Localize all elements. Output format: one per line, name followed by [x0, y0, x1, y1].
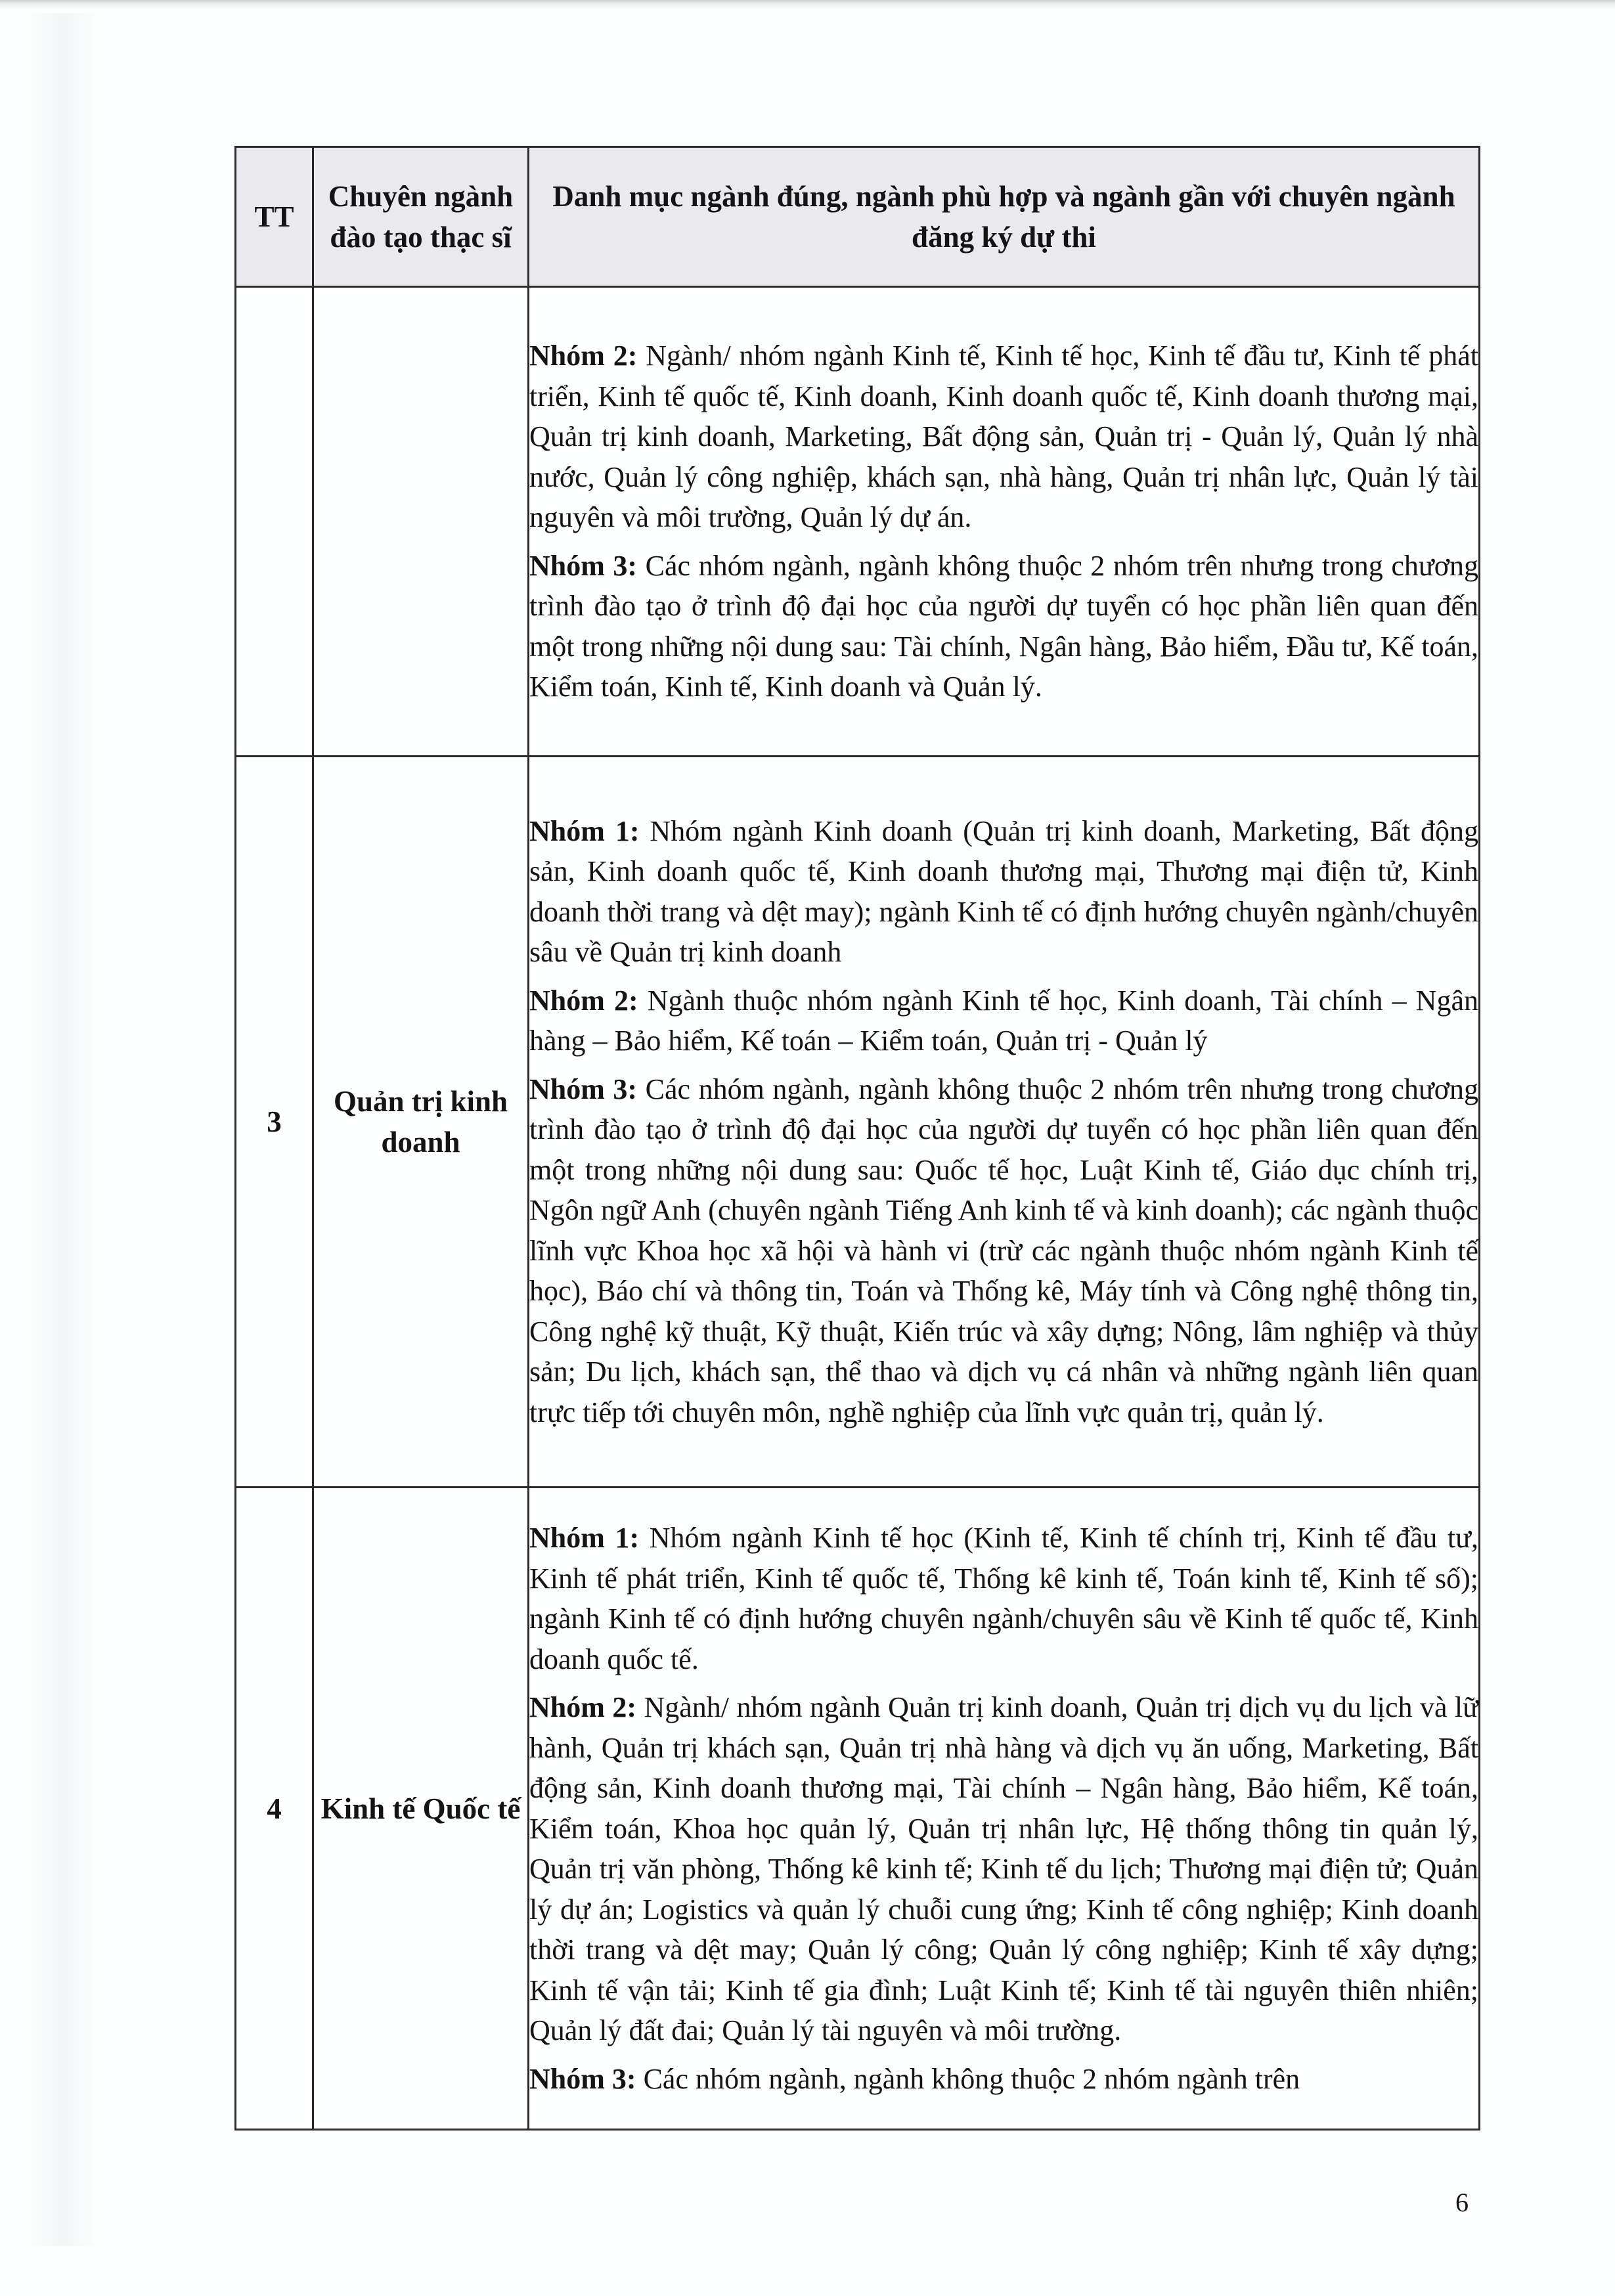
table-row [236, 757, 1480, 1488]
group-text: Ngành/ nhóm ngành Kinh tế, Kinh tế học, Kinh tế đầu tư, Kinh tế phát triển, Kinh tế quốc tế, Kinh doanh, Kinh doanh quốc tế, Kinh doanh thương mại, Quản trị kinh doanh, Marketing, Bất động sản, Quản trị - Quản lý, Quản lý nhà nước, Quản lý công nghiệp, khách sạn, nhà hàng, Quản trị nhân lực, Quản lý tài nguyên và môi trường, Quản lý dự án. [529, 340, 1478, 534]
group-item [529, 811, 1478, 973]
group-item [529, 1069, 1478, 1433]
group-item [529, 981, 1478, 1061]
page-number: 6 [1455, 2188, 1469, 2217]
group-text: Nhóm ngành Kinh doanh (Quản trị kinh doanh, Marketing, Bất động sản, Kinh doanh quốc tế, Kinh doanh thương mại, Thương mại điện tử, Kinh doanh thời trang và dệt may); ngành Kinh tế có định hướng chuyên ngành/chuyên sâu về Quản trị kinh doanh [529, 814, 1478, 969]
group-item [529, 2059, 1478, 2100]
group-item [529, 336, 1478, 538]
row-major: Quản trị kinh doanh [313, 757, 529, 1488]
row-list [529, 757, 1480, 1488]
group-label: Nhóm 2: [529, 1691, 637, 1723]
group-label: Nhóm 3: [529, 2062, 636, 2095]
group-label: Nhóm 3: [529, 549, 638, 582]
group-text: Ngành/ nhóm ngành Quản trị kinh doanh, Quản trị dịch vụ du lịch và lữ hành, Quản trị khách sạn, Quản trị nhà hàng và dịch vụ ăn uống, Marketing, Bất động sản, Kinh doanh thương mại, Tài chính – Ngân hàng, Bảo hiểm, Kế toán, Kiểm toán, Khoa học quản lý, Quản trị nhân lực, Hệ thống thông tin quản lý, Quản trị văn phòng, Thống kê kinh tế; Kinh tế du lịch; Thương mại điện tử; Quản lý dự án; Logistics và quản lý chuỗi cung ứng; Kinh tế công nghiệp; Kinh doanh thời trang và dệt may; Quản lý công; Quản lý công nghiệp; Kinh tế xây dựng; Kinh tế vận tải; Kinh tế gia đình; Luật Kinh tế; Kinh tế tài nguyên thiên nhiên; Quản lý đất đai; Quản lý tài nguyên và môi trường. [529, 1691, 1478, 2046]
group-item [529, 546, 1478, 707]
row-major: Kinh tế Quốc tế [313, 1488, 529, 2130]
group-label: Nhóm 2: [529, 984, 638, 1017]
group-text: Nhóm ngành Kinh tế học (Kinh tế, Kinh tế chính trị, Kinh tế đầu tư, Kinh tế phát triển, Kinh tế quốc tế, Thống kê kinh tế, Toán kinh tế, Kinh tế số); ngành Kinh tế có định hướng chuyên ngành/chuyên sâu về Kinh tế quốc tế, Kinh doanh quốc tế. [529, 1522, 1478, 1675]
group-label: Nhóm 1: [529, 814, 640, 847]
header-tt: TT [236, 147, 313, 287]
row-list [529, 1488, 1480, 2130]
header-major: Chuyên ngành đào tạo thạc sĩ [313, 147, 529, 287]
table-row-continuation [236, 287, 1480, 757]
row-list [529, 287, 1480, 757]
table-header [236, 147, 1480, 287]
group-text: Các nhóm ngành, ngành không thuộc 2 nhóm trên nhưng trong chương trình đào tạo ở trình độ đại học của người dự tuyển có học phần liên quan đến một trong những nội dung sau: Tài chính, Ngân hàng, Bảo hiểm, Đầu tư, Kế toán, Kiểm toán, Kinh tế, Kinh doanh và Quản lý. [529, 549, 1478, 703]
group-label: Nhóm 2: [529, 340, 638, 372]
group-text: Các nhóm ngành, ngành không thuộc 2 nhóm ngành trên [636, 2062, 1300, 2095]
row-major [313, 287, 529, 757]
group-text: Ngành thuộc nhóm ngành Kinh tế học, Kinh doanh, Tài chính – Ngân hàng – Bảo hiểm, Kế toán – Kiểm toán, Quản trị - Quản lý [529, 984, 1478, 1057]
group-label: Nhóm 1: [529, 1522, 640, 1554]
group-item [529, 1518, 1478, 1679]
scan-edge [0, 0, 1615, 9]
group-text: Các nhóm ngành, ngành không thuộc 2 nhóm trên nhưng trong chương trình đào tạo ở trình độ đại học của người dự tuyển có học phần liên quan đến một trong những nội dung sau: Quốc tế học, Luật Kinh tế, Giáo dục chính trị, Ngôn ngữ Anh (chuyên ngành Tiếng Anh kinh tế và kinh doanh); các ngành thuộc lĩnh vực Khoa học xã hội và hành vi (trừ các ngành thuộc nhóm ngành Kinh tế học), Báo chí và thông tin, Toán và Thống kê, Máy tính và Công nghệ thông tin, Công nghệ kỹ thuật, Kỹ thuật, Kiến trúc và xây dựng; Nông, lâm nghiệp và thủy sản; Du lịch, khách sạn, thể thao và dịch vụ cá nhân và những ngành liên quan trực tiếp tới chuyên môn, nghề nghiệp của lĩnh vực quản trị, quản lý. [529, 1072, 1478, 1428]
row-tt: 3 [236, 757, 313, 1488]
row-tt [236, 287, 313, 757]
majors-table [234, 146, 1480, 2130]
header-list: Danh mục ngành đúng, ngành phù hợp và ngành gần với chuyên ngành đăng ký dự thi [529, 147, 1480, 287]
row-tt: 4 [236, 1488, 313, 2130]
scan-shadow [26, 13, 99, 2246]
group-label: Nhóm 3: [529, 1072, 638, 1105]
group-item [529, 1687, 1478, 2051]
table-row [236, 1488, 1480, 2130]
